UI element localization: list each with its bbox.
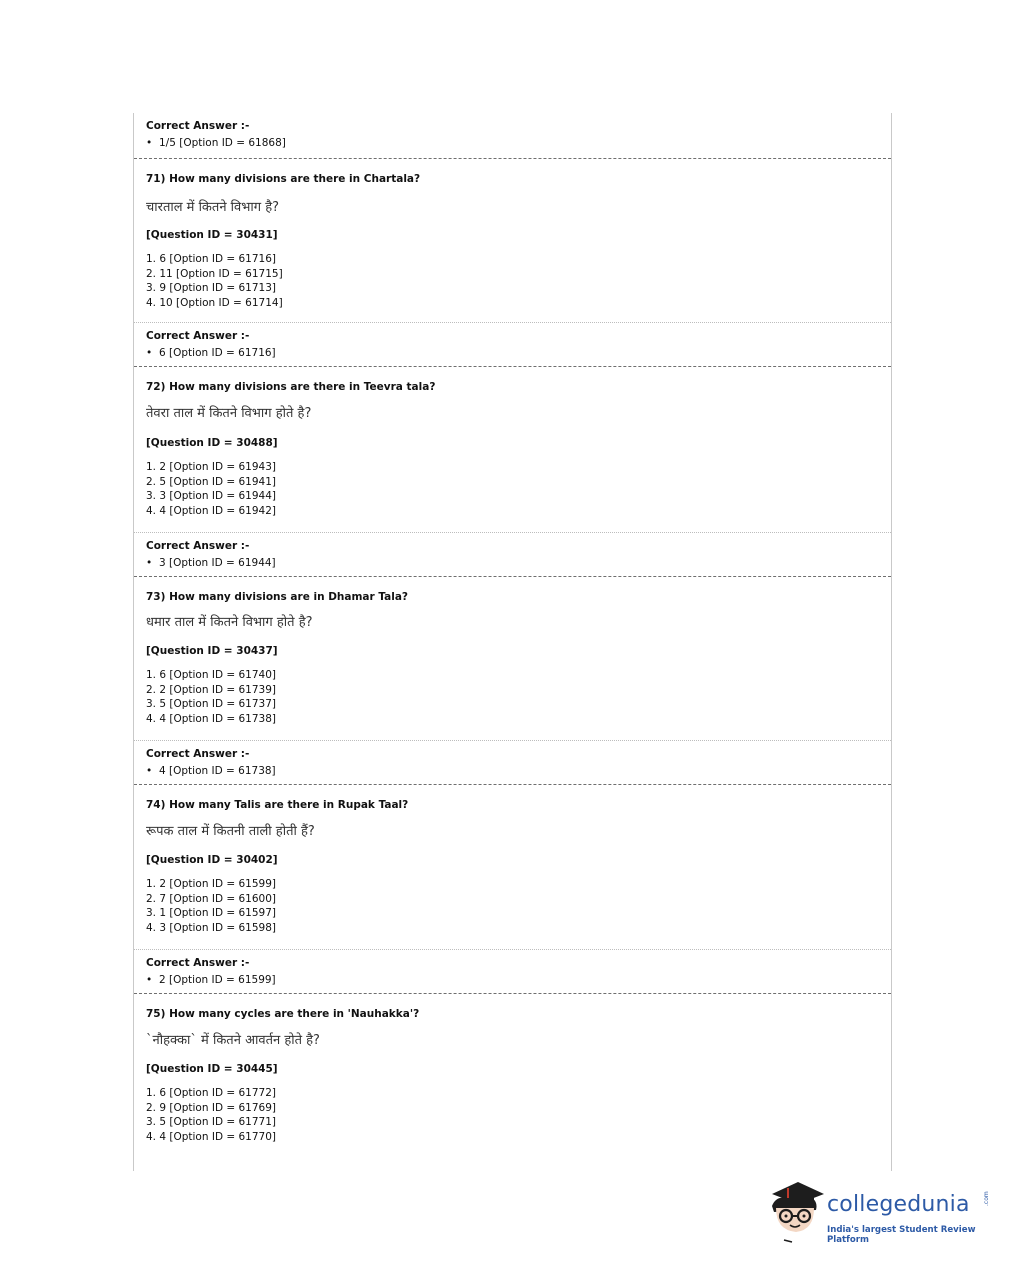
question-hindi: धमार ताल में कितने विभाग होते है? — [146, 615, 313, 630]
option-item: 1. 2 [Option ID = 61599] — [146, 878, 277, 890]
option-item: 3. 9 [Option ID = 61713] — [146, 282, 277, 295]
question-hindi: चारताल में कितने विभाग है? — [146, 200, 280, 215]
answer-label: Correct Answer :- — [146, 120, 250, 132]
answer-line — [146, 763, 891, 779]
answer-block-72 — [134, 532, 891, 576]
answer-block-74 — [134, 949, 891, 993]
question-id: [Question ID = 30488] — [146, 437, 278, 449]
option-item: 3. 3 [Option ID = 61944] — [146, 490, 277, 503]
option-item: 2. 2 [Option ID = 61739] — [146, 683, 277, 696]
bullet-icon: • — [146, 974, 153, 986]
collegedunia-logo — [764, 1178, 994, 1248]
question-id: [Question ID = 30437] — [146, 645, 278, 657]
option-item: 3. 1 [Option ID = 61597] — [146, 907, 277, 920]
option-list — [146, 460, 891, 518]
question-block-71 — [134, 158, 891, 322]
question-title: 72) How many divisions are there in Teevra tala? — [146, 381, 436, 393]
option-item: 1. 6 [Option ID = 61716] — [146, 253, 277, 265]
option-item: 4. 4 [Option ID = 61738] — [146, 712, 277, 725]
answer-value: 1/5 [Option ID = 61868] — [159, 137, 286, 149]
answer-value: 4 [Option ID = 61738] — [159, 765, 276, 777]
option-item: 2. 5 [Option ID = 61941] — [146, 475, 277, 488]
question-title: 75) How many cycles are there in 'Nauhakka'? — [146, 1008, 420, 1020]
logo-suffix: .com — [983, 1191, 990, 1206]
question-title: 71) How many divisions are there in Chartala? — [146, 173, 421, 185]
student-mascot-icon — [764, 1178, 826, 1246]
answer-label: Correct Answer :- — [146, 330, 250, 342]
answer-block-71 — [134, 322, 891, 366]
answer-value: 2 [Option ID = 61599] — [159, 974, 276, 986]
question-title: 74) How many Talis are there in Rupak Taal? — [146, 799, 409, 811]
option-item: 4. 4 [Option ID = 61770] — [146, 1130, 277, 1143]
logo-tagline: India's largest Student Review Platform — [827, 1225, 976, 1245]
answer-line — [146, 345, 891, 361]
option-list — [146, 252, 891, 310]
option-item: 4. 4 [Option ID = 61942] — [146, 504, 277, 517]
question-block-73 — [134, 576, 891, 740]
option-item: 2. 9 [Option ID = 61769] — [146, 1101, 277, 1114]
answer-value: 6 [Option ID = 61716] — [159, 347, 276, 359]
option-item: 3. 5 [Option ID = 61737] — [146, 698, 277, 711]
question-block-75 — [134, 993, 891, 1153]
option-list — [146, 1086, 891, 1144]
answer-block-73 — [134, 740, 891, 784]
question-block-72 — [134, 366, 891, 532]
bullet-icon: • — [146, 765, 153, 777]
option-item: 1. 2 [Option ID = 61943] — [146, 461, 277, 473]
logo-wordmark: collegedunia — [827, 1192, 970, 1217]
answer-label: Correct Answer :- — [146, 748, 250, 760]
option-list — [146, 668, 891, 726]
question-block-74 — [134, 784, 891, 949]
option-item: 4. 10 [Option ID = 61714] — [146, 296, 283, 309]
answer-line — [146, 972, 891, 988]
question-hindi: रूपक ताल में कितनी ताली होती हैं? — [146, 824, 315, 839]
previous-answer-block — [134, 118, 891, 158]
question-id: [Question ID = 30431] — [146, 229, 278, 241]
option-item: 4. 3 [Option ID = 61598] — [146, 921, 277, 934]
option-item: 2. 11 [Option ID = 61715] — [146, 267, 283, 280]
option-item: 1. 6 [Option ID = 61740] — [146, 669, 277, 681]
answer-line — [146, 135, 891, 151]
option-item: 1. 6 [Option ID = 61772] — [146, 1087, 277, 1099]
answer-value: 3 [Option ID = 61944] — [159, 557, 276, 569]
option-item: 2. 7 [Option ID = 61600] — [146, 892, 277, 905]
answer-label: Correct Answer :- — [146, 957, 250, 969]
question-hindi: `नौहक्का` में कितने आवर्तन होते है? — [146, 1033, 320, 1048]
bullet-icon: • — [146, 557, 153, 569]
answer-line — [146, 555, 891, 571]
option-item: 3. 5 [Option ID = 61771] — [146, 1116, 277, 1129]
question-title: 73) How many divisions are in Dhamar Tala? — [146, 591, 409, 603]
option-list — [146, 877, 891, 935]
answer-label: Correct Answer :- — [146, 540, 250, 552]
question-hindi: तेवरा ताल में कितने विभाग होते है? — [146, 406, 312, 421]
question-id: [Question ID = 30445] — [146, 1063, 278, 1075]
bullet-icon: • — [146, 347, 153, 359]
bullet-icon: • — [146, 137, 153, 149]
question-id: [Question ID = 30402] — [146, 854, 278, 866]
